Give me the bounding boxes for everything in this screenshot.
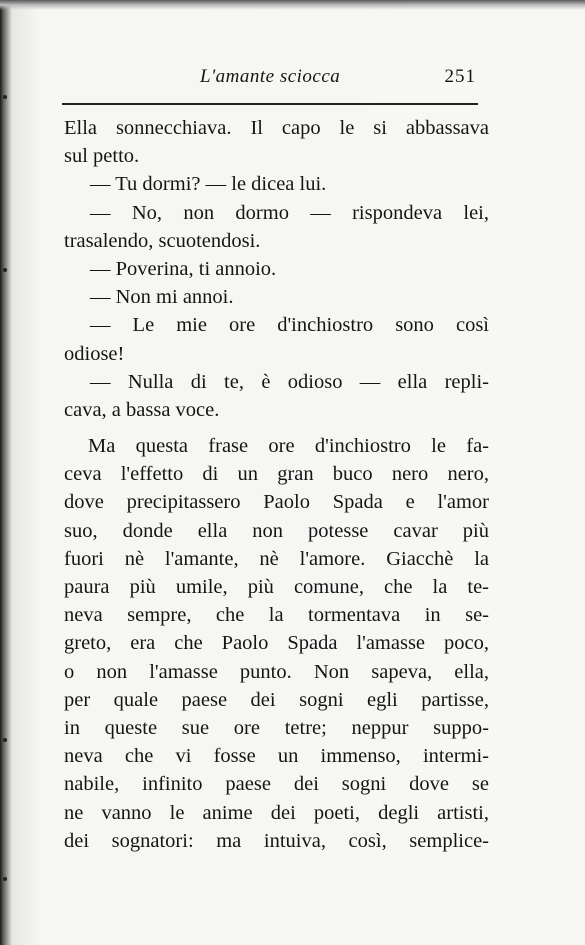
body-text xyxy=(64,114,489,855)
text-line: — Le mie ore d'inchiostro sono così xyxy=(90,314,489,337)
text-line: suo, donde ella non potesse cavar più xyxy=(64,519,489,542)
text-line: Ella sonnecchiava. Il capo le si abbassava xyxy=(64,117,489,139)
text-line: cava, a bassa voce. xyxy=(64,398,220,421)
text-line: sul petto. xyxy=(64,145,140,168)
text-line: odiose! xyxy=(64,342,125,365)
text-line: ne vanno le anime dei poeti, degli artisti, xyxy=(64,801,489,824)
text-line: Ma questa frase ore d'inchiostro le fa- xyxy=(88,435,489,458)
text-line: o non l'amasse punto. Non sapeva, ella, xyxy=(64,660,489,683)
text-line: fuori nè l'amante, nè l'amore. Giacchè la xyxy=(64,547,489,570)
page-number: 251 xyxy=(444,66,476,87)
header-rule xyxy=(62,103,478,105)
text-line: — Tu dormi? — le dicea lui. xyxy=(90,173,327,196)
text-line: in queste sue ore tetre; neppur suppo- xyxy=(64,716,489,739)
text-line: greto, era che Paolo Spada l'amasse poco, xyxy=(64,632,489,655)
page-top-edge xyxy=(0,0,585,10)
text-line: — Nulla di te, è odioso — ella repli- xyxy=(90,370,489,393)
text-line: neva sempre, che la tormentava in se- xyxy=(64,604,489,627)
text-line: nabile, infinito paese dei sogni dove se xyxy=(64,773,489,796)
text-line: per quale paese dei sogni egli partisse, xyxy=(64,688,489,711)
page-header xyxy=(62,66,484,92)
text-line: paura più umile, più comune, che la te- xyxy=(64,576,489,598)
text-line: neva che vi fosse un immenso, intermi- xyxy=(64,745,489,768)
text-line: — Poverina, ti annoio. xyxy=(90,257,277,280)
text-line: ceva l'effetto di un gran buco nero nero, xyxy=(64,463,489,486)
text-line: — Non mi annoi. xyxy=(90,286,234,309)
running-title: L'amante sciocca xyxy=(200,66,341,87)
text-line: dei sognatori: ma intuiva, così, semplice- xyxy=(64,829,489,852)
text-line: trasalendo, scuotendosi. xyxy=(64,229,261,252)
text-line: dove precipitassero Paolo Spada e l'amor xyxy=(64,491,489,514)
text-line: — No, non dormo — rispondeva lei, xyxy=(90,201,489,224)
